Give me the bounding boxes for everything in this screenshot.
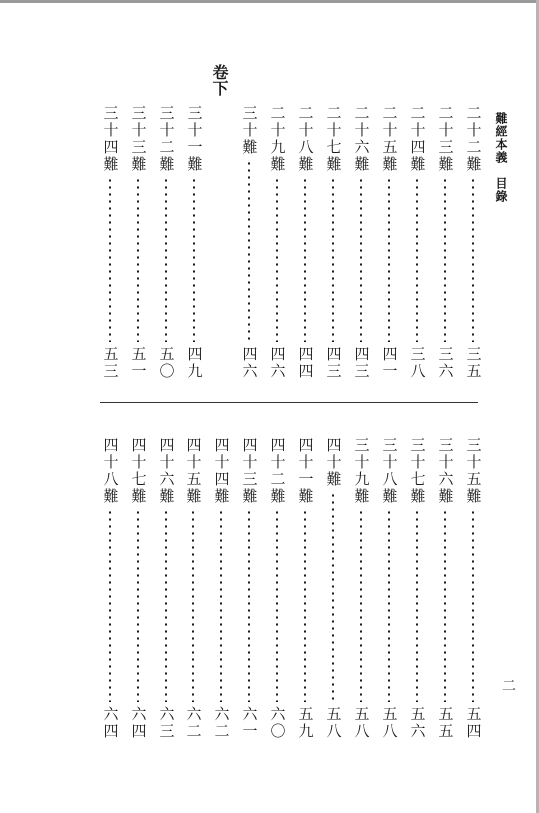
dot-leader (388, 509, 390, 702)
toc-entry-title: 三十難 (240, 105, 259, 156)
toc-entry-title: 四十三難 (240, 437, 259, 505)
dot-leader (109, 509, 111, 702)
toc-entry-title: 四十八難 (101, 437, 120, 505)
toc-entry[interactable] (350, 105, 372, 382)
toc-entry[interactable] (127, 437, 149, 742)
toc-entry-page: 四六 (268, 346, 287, 380)
dot-leader (276, 177, 278, 342)
toc-entry-page: 六〇 (268, 706, 287, 740)
toc-entry[interactable] (182, 437, 204, 742)
toc-entry[interactable] (462, 105, 484, 382)
toc-entry[interactable] (294, 105, 316, 382)
dot-leader (332, 492, 334, 702)
toc-entry-title: 四十五難 (184, 437, 203, 505)
toc-entry-page: 三五 (464, 346, 483, 380)
toc-entry[interactable] (406, 437, 428, 742)
toc-entry-title: 二十三難 (436, 105, 455, 173)
toc-entry[interactable] (434, 437, 456, 742)
dot-leader (444, 509, 446, 702)
toc-entry-title: 二十五難 (380, 105, 399, 173)
toc-entry-page: 六四 (129, 706, 148, 740)
page-top-edge (0, 0, 539, 3)
dot-leader (137, 509, 139, 702)
toc-entry-title: 三十七難 (408, 437, 427, 505)
toc-entry-page: 四一 (380, 346, 399, 380)
page-number: 二 (500, 678, 516, 692)
toc-entry-page: 五五 (436, 706, 455, 740)
toc-entry-title: 四十六難 (157, 437, 176, 505)
volume-heading: 卷下 (210, 64, 229, 96)
dot-leader (248, 509, 250, 702)
dot-leader (109, 177, 111, 342)
dot-leader (360, 177, 362, 342)
toc-entry-title: 四十七難 (129, 437, 148, 505)
dot-leader (220, 509, 222, 702)
toc-entry-page: 五一 (129, 346, 148, 380)
toc-entry[interactable] (183, 105, 205, 382)
toc-entry-page: 五九 (296, 706, 315, 740)
toc-entry-title: 四十難 (324, 437, 343, 488)
toc-entry-page: 六三 (157, 706, 176, 740)
toc-entry[interactable] (266, 105, 288, 382)
toc-entry-title: 三十八難 (380, 437, 399, 505)
toc-entry-page: 五八 (380, 706, 399, 740)
toc-entry-title: 四十一難 (296, 437, 315, 505)
dot-leader (472, 177, 474, 342)
dot-leader (332, 177, 334, 342)
toc-entry-page: 四四 (296, 346, 315, 380)
toc-entry-title: 三十三難 (129, 105, 148, 173)
toc-entry-page: 四三 (352, 346, 371, 380)
toc-entry[interactable] (322, 437, 344, 742)
running-header: 難經本義 目錄 (494, 112, 508, 203)
dot-leader (193, 177, 195, 342)
toc-entry-page: 六四 (101, 706, 120, 740)
toc-entry-page: 六二 (212, 706, 231, 740)
section-divider (100, 402, 478, 403)
dot-leader (165, 177, 167, 342)
toc-entry[interactable] (406, 105, 428, 382)
toc-entry[interactable] (350, 437, 372, 742)
toc-entry-page: 五六 (408, 706, 427, 740)
toc-entry[interactable] (462, 437, 484, 742)
toc-entry[interactable] (294, 437, 316, 742)
toc-entry-title: 三十四難 (101, 105, 120, 173)
toc-entry[interactable] (238, 105, 260, 382)
dot-leader (276, 509, 278, 702)
toc-entry[interactable] (266, 437, 288, 742)
dot-leader (472, 509, 474, 702)
dot-leader (360, 509, 362, 702)
toc-entry-page: 四三 (324, 346, 343, 380)
toc-entry-page: 六二 (184, 706, 203, 740)
toc-entry[interactable] (155, 437, 177, 742)
toc-entry[interactable] (322, 105, 344, 382)
toc-entry-page: 五〇 (157, 346, 176, 380)
toc-entry-title: 二十二難 (464, 105, 483, 173)
toc-entry-page: 五三 (101, 346, 120, 380)
dot-leader (388, 177, 390, 342)
toc-entry[interactable] (155, 105, 177, 382)
toc-entry[interactable] (210, 437, 232, 742)
toc-entry-title: 四十四難 (212, 437, 231, 505)
dot-leader (416, 509, 418, 702)
dot-leader (165, 509, 167, 702)
toc-entry-page: 五八 (324, 706, 343, 740)
toc-entry-title: 四十二難 (268, 437, 287, 505)
dot-leader (416, 177, 418, 342)
toc-entry[interactable] (434, 105, 456, 382)
dot-leader (444, 177, 446, 342)
toc-entry-title: 二十九難 (268, 105, 287, 173)
toc-entry[interactable] (99, 105, 121, 382)
toc-entry-title: 三十六難 (436, 437, 455, 505)
dot-leader (304, 509, 306, 702)
dot-leader (304, 177, 306, 342)
dot-leader (192, 509, 194, 702)
toc-entry[interactable] (127, 105, 149, 382)
toc-entry-page: 四六 (240, 346, 259, 380)
toc-entry-title: 二十八難 (296, 105, 315, 173)
dot-leader (137, 177, 139, 342)
toc-entry-title: 三十二難 (157, 105, 176, 173)
dot-leader (248, 160, 250, 342)
toc-entry-title: 三十九難 (352, 437, 371, 505)
toc-entry[interactable] (378, 437, 400, 742)
toc-entry-title: 二十四難 (408, 105, 427, 173)
toc-entry[interactable] (99, 437, 121, 742)
toc-entry[interactable] (378, 105, 400, 382)
toc-entry-title: 二十七難 (324, 105, 343, 173)
toc-entry-page: 三八 (408, 346, 427, 380)
toc-entry-title: 二十六難 (352, 105, 371, 173)
toc-entry-title: 三十五難 (464, 437, 483, 505)
toc-entry-page: 四九 (185, 346, 204, 380)
toc-entry[interactable] (238, 437, 260, 742)
toc-entry-page: 三六 (436, 346, 455, 380)
toc-entry-page: 五四 (464, 706, 483, 740)
toc-entry-title: 三十一難 (185, 105, 204, 173)
toc-entry-page: 六一 (240, 706, 259, 740)
toc-entry-page: 五八 (352, 706, 371, 740)
